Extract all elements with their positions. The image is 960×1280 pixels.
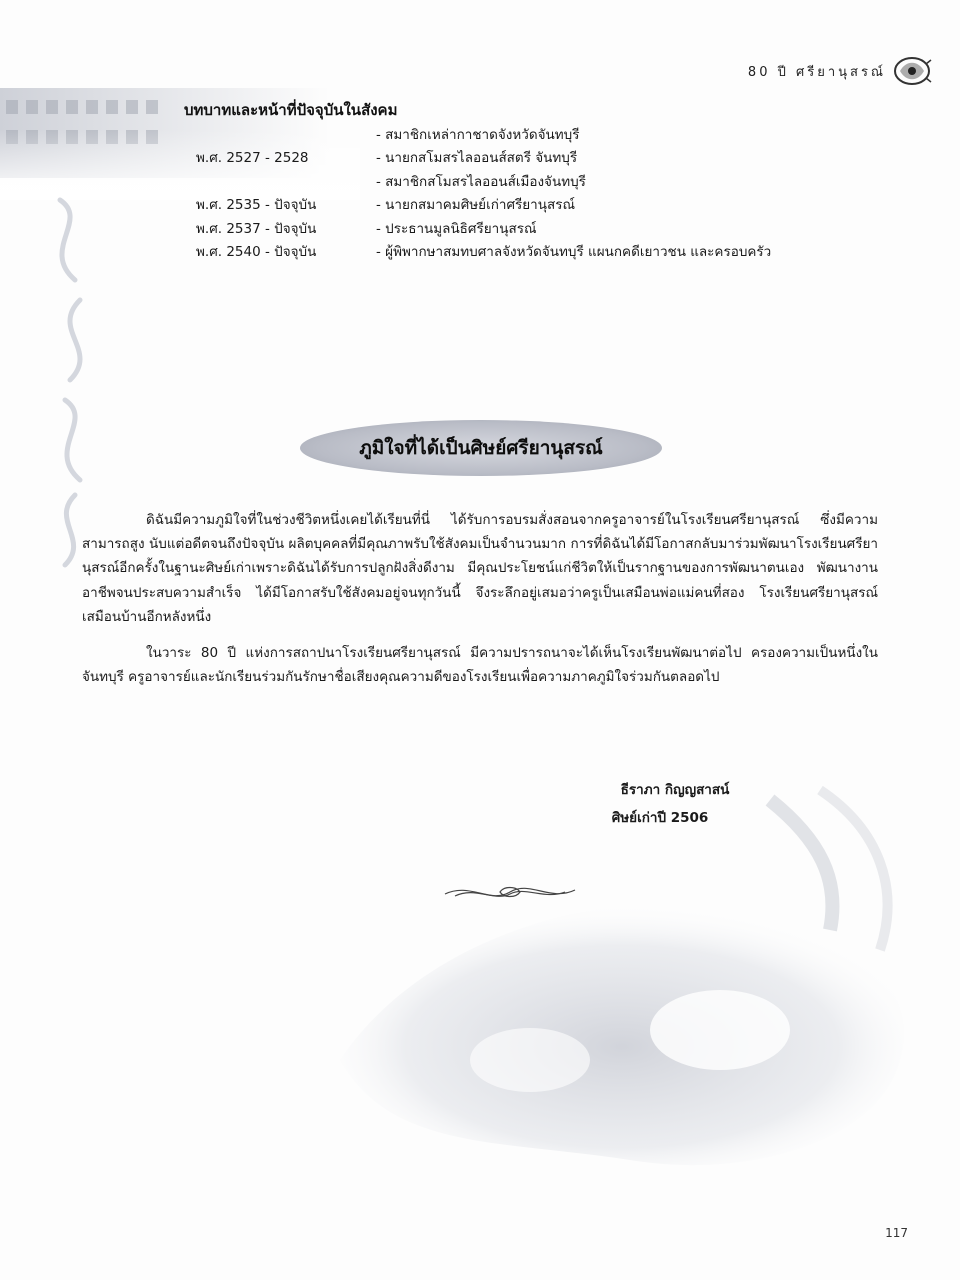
role-description: - สมาชิกเหล่ากาชาดจังหวัดจันทบุรี	[376, 126, 580, 143]
role-description: - สมาชิกสโมสรไลออนส์เมืองจันทบุรี	[376, 173, 586, 190]
list-item	[196, 216, 896, 240]
background-mask-image	[300, 760, 940, 1220]
role-period: พ.ศ. 2540 - ปัจจุบัน	[196, 244, 317, 261]
list-item	[196, 169, 896, 193]
school-emblem-icon	[892, 54, 932, 88]
role-period: พ.ศ. 2537 - ปัจจุบัน	[196, 220, 317, 237]
list-item	[196, 240, 896, 264]
decorative-flourish-icon	[440, 878, 580, 906]
page-number: 117	[885, 1226, 908, 1240]
list-item	[196, 193, 896, 217]
article-body	[82, 508, 878, 701]
signature-name: ธีราภา กิญญสาสน์	[620, 782, 730, 798]
list-item	[196, 122, 896, 146]
page-header	[748, 54, 932, 88]
banner-title: ภูมิใจที่ได้เป็นศิษย์ศรียานุสรณ์	[359, 437, 603, 459]
role-description: - นายกสมาคมศิษย์เก่าศรียานุสรณ์	[376, 197, 576, 214]
paragraph: ดิฉันมีความภูมิใจที่ในช่วงชีวิตหนึ่งเคยได้เรียนที่นี่ ได้รับการอบรมสั่งสอนจากครูอาจารย์ในโรงเรียนศรียานุสรณ์ ซึ่งมีความสามารถสูง นับแต่อดีตจนถึงปัจจุบัน ผลิตบุคคลที่มีคุณภาพรับใช้สังคมเป็นจำนวนมาก การที่ดิฉันได้มีโอกาสกลับมาร่วมพัฒนาโรงเรียนศรียานุสรณ์อีกครั้งในฐานะศิษย์เก่าเพราะดิฉันได้รับการปลูกฝังสิ่งดีงาม มีคุณประโยชน์แก่ชีวิตให้เป็นรากฐานของการพัฒนาตนเอง พัฒนางานอาชีพจนประสบความสำเร็จ ได้มีโอกาสรับใช้สังคมอยู่จนทุกวันนี้ จึงระลึกอยู่เสมอว่าครูเป็นเสมือนพ่อแม่คนที่สอง โรงเรียนศรียานุสรณ์เสมือนบ้านอีกหลังหนึ่ง	[82, 512, 878, 625]
role-description: - ผู้พิพากษาสมทบศาลจังหวัดจันทบุรี แผนกคดีเยาวชน และครอบครัว	[376, 244, 772, 261]
signature-block	[560, 778, 760, 828]
list-item	[196, 146, 896, 170]
role-period: พ.ศ. 2535 - ปัจจุบัน	[196, 197, 317, 214]
role-description: - นายกสโมสรไลออนส์สตรี จันทบุรี	[376, 150, 578, 167]
section-title: บทบาทและหน้าที่ปัจจุบันในสังคม	[184, 101, 398, 119]
paragraph: ในวาระ 80 ปี แห่งการสถาปนาโรงเรียนศรียานุสรณ์ มีความปรารถนาจะได้เห็นโรงเรียนพัฒนาต่อไป ครองความเป็นหนึ่งในจันทบุรี ครูอาจารย์และนักเรียนร่วมกันรักษาชื่อเสียงคุณความดีของโรงเรียนเพื่อความภาคภูมิใจร่วมกันตลอดไป	[82, 645, 878, 686]
signature-class-year: ศิษย์เก่าปี 2506	[611, 810, 709, 826]
role-period: พ.ศ. 2527 - 2528	[196, 150, 309, 167]
role-description: - ประธานมูลนิธิศรียานุสรณ์	[376, 220, 537, 237]
header-title: 80 ปี ศรียานุสรณ์	[747, 64, 886, 80]
roles-list	[196, 122, 896, 263]
banner-heading	[298, 418, 664, 478]
